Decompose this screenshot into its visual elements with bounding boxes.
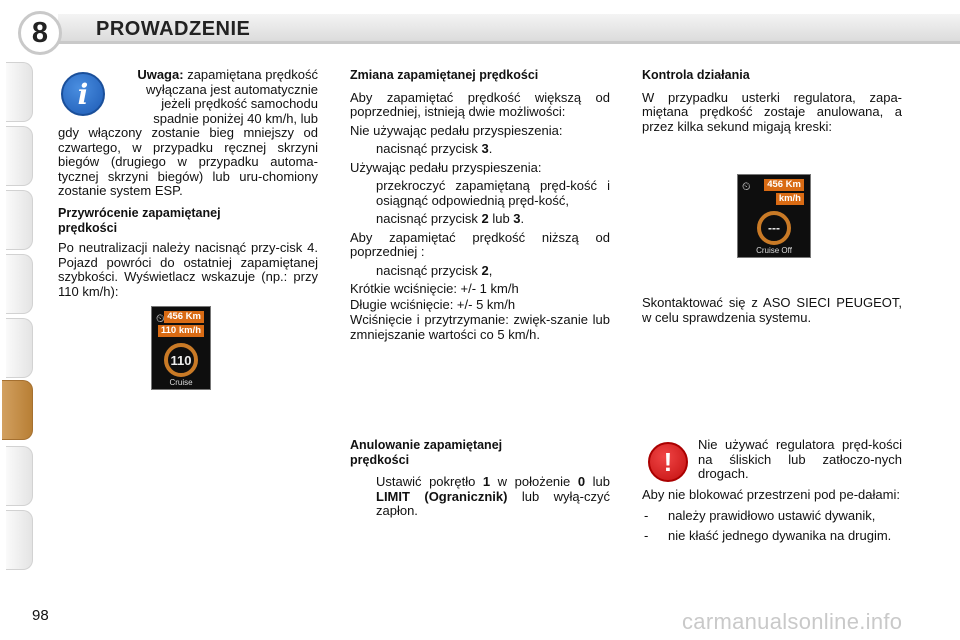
button-number: 3 <box>513 211 521 226</box>
button-number: 3 <box>481 141 489 156</box>
pedal-text: Aby nie blokować przestrzeni pod pe-dałami: <box>642 487 900 502</box>
speedometer-icon: ⏲ <box>742 181 751 193</box>
restore-heading-line: Przywrócenie zapamiętanej <box>58 206 221 220</box>
chapter-tab[interactable] <box>6 62 33 122</box>
display-ring: 110 <box>164 343 198 377</box>
chapter-badge <box>18 11 62 55</box>
button-number: 2 <box>481 211 489 226</box>
change-p3: Używając pedału przyspieszenia: <box>350 159 542 175</box>
warning-text: Nie używać regulatora pręd-kości na śliskich lub zatłoczo-nych drogach. <box>698 437 902 481</box>
text: lub <box>488 211 514 226</box>
restore-heading-line: prędkości <box>58 220 118 235</box>
text: lub <box>585 474 610 489</box>
text: Ustawić pokrętło <box>376 474 483 489</box>
dash-marker: - <box>644 528 649 543</box>
page-title: PROWADZENIE <box>96 18 251 40</box>
change-p1: Aby zapamiętać prędkość większą od poprzedniej, istnieją dwie możliwości: <box>350 89 610 119</box>
display-odometer: 456 Km <box>764 179 804 191</box>
limit-label: LIMIT (Ogranicznik) <box>376 488 508 504</box>
info-icon: i <box>61 72 105 116</box>
button-number: 1 <box>482 474 491 489</box>
bullet-icon <box>350 475 376 519</box>
check-text: W przypadku usterki regulatora, zapa-miętana prędkość zostaje anulowana, a przez kilka sekund migają kreski: <box>642 89 902 134</box>
bullet-icon <box>350 264 376 279</box>
text: nacisnąć przycisk <box>376 262 482 278</box>
text: nie kłaść jednego dywanika na drugim. <box>668 528 892 543</box>
display-speed: km/h <box>776 193 804 205</box>
dash-marker: - <box>644 507 649 523</box>
check-heading: Kontrola działania <box>642 68 750 82</box>
note-continued: gdy włączony zostanie bieg mniejszy od czwartego, w przypadku ręcznej skrzyni biegów (drugiego w przypadku automa-tycznej skrzyni biegów) lub uru-chomiony zostanie system ESP. <box>58 125 318 198</box>
warning-icon: ! <box>648 442 688 482</box>
display-speed: 110 km/h <box>158 325 204 337</box>
display-odometer: 456 Km <box>164 311 204 323</box>
text: nacisnąć przycisk <box>376 141 482 156</box>
note-intro <box>112 68 318 126</box>
change-heading: Zmiana zapamiętanej prędkości <box>350 68 539 82</box>
chapter-tab[interactable] <box>6 510 33 570</box>
list-item <box>350 264 610 279</box>
change-p4: Aby zapamiętać prędkość niższą od poprzedniej : <box>350 229 610 259</box>
watermark: carmanualsonline.info <box>682 609 903 634</box>
text: . <box>520 211 525 226</box>
list-item <box>350 142 610 157</box>
cancel-heading-line: prędkości <box>350 452 410 467</box>
chapter-tab[interactable] <box>6 126 33 186</box>
text: . <box>488 141 493 156</box>
display-caption: Cruise Off <box>756 246 792 255</box>
bullet-icon <box>350 142 376 157</box>
list-item <box>350 212 610 227</box>
note-line: zapamiętana prędkość <box>187 67 318 82</box>
list-item <box>350 179 610 208</box>
button-number: 2 <box>481 262 489 278</box>
contact-text: Skontaktować się z ASO SIECI PEUGEOT, w celu sprawdzenia systemu. <box>642 295 902 325</box>
bullet-icon <box>350 212 376 227</box>
change-p2: Nie używając pedału przyspieszenia: <box>350 122 563 138</box>
display-ring: --- <box>757 211 791 245</box>
chapter-number: 8 <box>31 16 49 49</box>
pedal-section <box>642 488 902 548</box>
chapter-tab[interactable] <box>6 446 33 506</box>
text: należy prawidłowo ustawić dywanik, <box>668 507 876 523</box>
display-caption: Cruise <box>169 378 193 387</box>
restore-text: Po neutralizacji należy nacisnąć przy-cisk 4. Pojazd powróci do ostatniej zapamiętanej szybkości. Wyświetlacz wskazuje (np.: przy 110 km/h): <box>58 240 318 299</box>
cruise-display-off <box>737 174 811 258</box>
check-section <box>642 68 902 138</box>
note-line: jeżeli prędkość samochodu <box>161 96 318 111</box>
chapter-tab[interactable] <box>6 254 33 314</box>
short-press: Krótkie wciśnięcie: +/- 1 km/h <box>350 281 519 296</box>
note-label: Uwaga: <box>137 67 184 82</box>
page-number: 98 <box>32 607 49 624</box>
long-press: Długie wciśnięcie: +/- 5 km/h <box>350 296 516 312</box>
text: nacisnąć przycisk <box>376 211 482 226</box>
list-item <box>642 529 902 544</box>
chapter-tab[interactable] <box>6 190 33 250</box>
text: , <box>488 262 493 278</box>
chapter-tab[interactable] <box>6 318 33 378</box>
note-line: spadnie poniżej 40 km/h, lub <box>153 110 318 126</box>
bullet-icon <box>350 179 376 208</box>
restore-heading <box>58 206 318 235</box>
change-section <box>350 68 610 346</box>
text: przekroczyć zapamiętaną pręd-kość i osiągnąć odpowiednią pręd-kość, <box>376 178 610 208</box>
speedometer-icon: ⏲ <box>156 313 165 325</box>
hold-press: Wciśnięcie i przytrzymanie: zwięk-szanie lub zmniejszanie wartości co 5 km/h. <box>350 312 610 342</box>
cancel-heading <box>350 438 610 467</box>
list-item <box>642 509 902 524</box>
cancel-section <box>350 438 610 523</box>
list-item <box>350 475 610 519</box>
note-line: wyłączana jest automatycznie <box>146 81 318 97</box>
text: lub wyłą-czyć zapłon. <box>376 488 610 518</box>
cruise-display-110 <box>151 306 211 390</box>
cancel-heading-line: Anulowanie zapamiętanej <box>350 438 503 452</box>
position-value: 0 <box>577 474 586 489</box>
restore-section <box>58 206 318 303</box>
chapter-tab-active[interactable] <box>2 380 33 440</box>
text: w położenie <box>490 474 578 489</box>
